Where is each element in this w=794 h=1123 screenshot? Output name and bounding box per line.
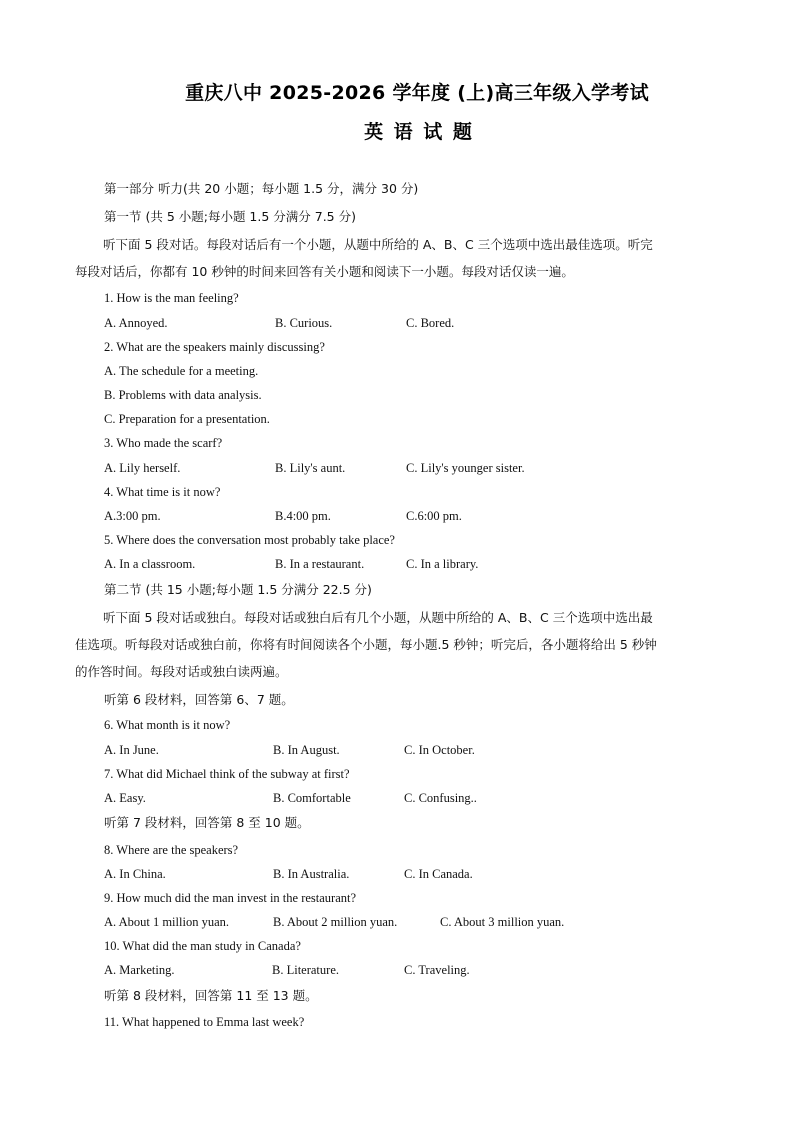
question-2: 2. What are the speakers mainly discussing? bbox=[104, 340, 325, 354]
q2-option-c: C. Preparation for a presentation. bbox=[104, 412, 270, 426]
q2-option-b: B. Problems with data analysis. bbox=[104, 388, 262, 402]
question-4: 4. What time is it now? bbox=[104, 485, 221, 499]
q2-option-a: A. The schedule for a meeting. bbox=[104, 364, 259, 378]
q6-option-b: B. In August. bbox=[273, 743, 340, 757]
question-6: 6. What month is it now? bbox=[104, 718, 231, 732]
exam-title: 重庆八中 2025-2026 学年度 (上)高三年级入学考试 bbox=[185, 82, 649, 104]
subject-title: 英 语 试 题 bbox=[364, 121, 474, 143]
q7-option-c: C. Confusing.. bbox=[404, 791, 477, 805]
part1-heading: 第一部分 听力(共 20 小题；每小题 1.5 分，满分 30 分) bbox=[104, 181, 419, 196]
material-7-note: 听第 7 段材料，回答第 8 至 10 题。 bbox=[104, 815, 310, 830]
q4-option-c: C.6:00 pm. bbox=[406, 509, 462, 523]
question-9: 9. How much did the man invest in the restaurant? bbox=[104, 891, 357, 905]
question-7: 7. What did Michael think of the subway at first? bbox=[104, 767, 350, 781]
q7-option-b: B. Comfortable bbox=[273, 791, 351, 805]
q10-option-b: B. Literature. bbox=[272, 963, 339, 977]
question-3: 3. Who made the scarf? bbox=[104, 436, 223, 450]
q3-option-a: A. Lily herself. bbox=[104, 461, 181, 475]
q9-option-b: B. About 2 million yuan. bbox=[273, 915, 398, 929]
q3-option-c: C. Lily's younger sister. bbox=[406, 461, 525, 475]
q10-option-a: A. Marketing. bbox=[104, 963, 175, 977]
question-8: 8. Where are the speakers? bbox=[104, 843, 239, 857]
question-1: 1. How is the man feeling? bbox=[104, 291, 239, 305]
q9-option-a: A. About 1 million yuan. bbox=[104, 915, 229, 929]
section2-instructions-line1: 听下面 5 段对话或独白。每段对话或独白后有几个小题，从题中所给的 A、B、C 三个选项中选出最 bbox=[103, 610, 653, 625]
q7-option-a: A. Easy. bbox=[104, 791, 146, 805]
q6-option-a: A. In June. bbox=[104, 743, 159, 757]
section2-instructions-line3: 的作答时间。每段对话或独白读两遍。 bbox=[75, 664, 288, 679]
section2-instructions-line2: 佳选项。听每段对话或独白前，你将有时间阅读各个小题，每小题.5 秒钟；听完后，各小题将给出 5 秒钟 bbox=[75, 637, 657, 652]
section2-heading: 第二节 (共 15 小题;每小题 1.5 分满分 22.5 分) bbox=[104, 582, 372, 597]
section1-instructions-line2: 每段对话后，你都有 10 秒钟的时间来回答有关小题和阅读下一小题。每段对话仅读一遍。 bbox=[75, 264, 574, 279]
material-8-note: 听第 8 段材料，回答第 11 至 13 题。 bbox=[104, 988, 318, 1003]
question-10: 10. What did the man study in Canada? bbox=[104, 939, 301, 953]
q5-option-b: B. In a restaurant. bbox=[275, 557, 365, 571]
q5-option-c: C. In a library. bbox=[406, 557, 479, 571]
question-5: 5. Where does the conversation most probably take place? bbox=[104, 533, 395, 547]
q3-option-b: B. Lily's aunt. bbox=[275, 461, 346, 475]
q4-option-b: B.4:00 pm. bbox=[275, 509, 331, 523]
q8-option-a: A. In China. bbox=[104, 867, 166, 881]
section1-heading: 第一节 (共 5 小题;每小题 1.5 分满分 7.5 分) bbox=[104, 209, 356, 224]
question-11: 11. What happened to Emma last week? bbox=[104, 1015, 305, 1029]
q4-option-a: A.3:00 pm. bbox=[104, 509, 161, 523]
q10-option-c: C. Traveling. bbox=[404, 963, 470, 977]
section1-instructions-line1: 听下面 5 段对话。每段对话后有一个小题，从题中所给的 A、B、C 三个选项中选出最佳选项。听完 bbox=[103, 237, 653, 252]
material-6-note: 听第 6 段材料，回答第 6、7 题。 bbox=[104, 692, 294, 707]
q5-option-a: A. In a classroom. bbox=[104, 557, 196, 571]
q1-option-a: A. Annoyed. bbox=[104, 316, 168, 330]
q1-option-c: C. Bored. bbox=[406, 316, 455, 330]
q8-option-c: C. In Canada. bbox=[404, 867, 473, 881]
q1-option-b: B. Curious. bbox=[275, 316, 333, 330]
q8-option-b: B. In Australia. bbox=[273, 867, 350, 881]
q6-option-c: C. In October. bbox=[404, 743, 475, 757]
q9-option-c: C. About 3 million yuan. bbox=[440, 915, 565, 929]
